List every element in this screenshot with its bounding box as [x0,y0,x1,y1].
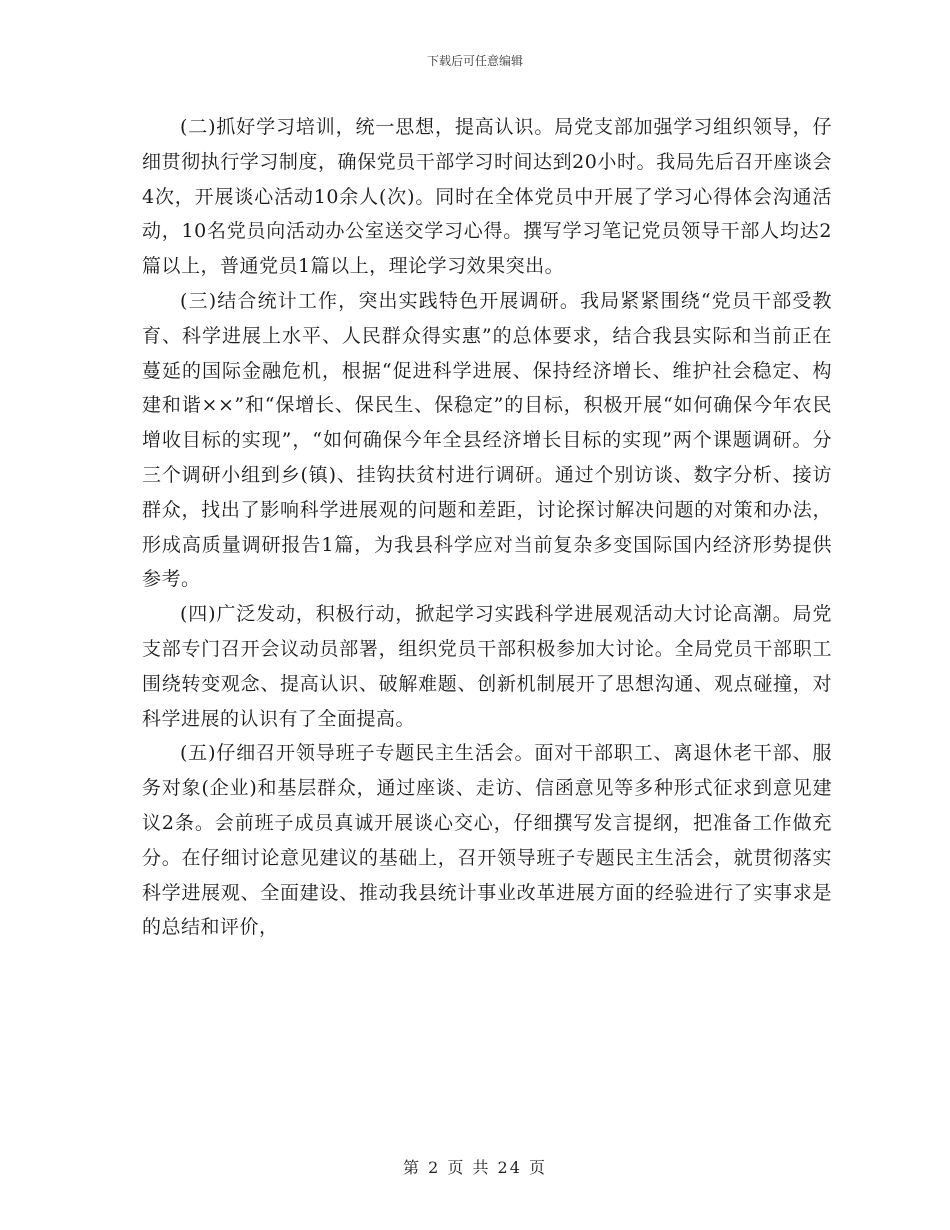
paragraph-study-training: (二)抓好学习培训，统一思想，提高认识。局党支部加强学习组织领导，仔细贯彻执行学习制度，确保党员干部学习时间达到20小时。我局先后召开座谈会4次，开展谈心活动10余人(次)。同时在全体党员中开展了学习心得体会沟通活动，10名党员向活动办公室送交学习心得。撰写学习笔记党员领导干部人均达2篇以上，普通党员1篇以上，理论学习效果突出。 [142,116,832,278]
page-number: 第 2 页 共 24 页 [403,1158,547,1177]
document-body [142,110,832,945]
paragraph-research: (三)结合统计工作，突出实践特色开展调研。我局紧紧围绕“党员干部受教育、科学进展上水平、人民群众得实惠”的总体要求，结合我县实际和当前正在蔓延的国际金融危机，根据“促进科学进展、保持经济增长、维护社会稳定、构建和谐××”和“保增长、保民生、保稳定”的目标，积极开展“如何确保今年农民增收目标的实现”，“如何确保今年全县经济增长目标的实现”两个课题调研。分三个调研小组到乡(镇)、挂钩扶贫村进行调研。通过个别访谈、数字分析、接访群众，找出了影响科学进展观的问题和差距，讨论探讨解决问题的对策和办法，形成高质量调研报告1篇，为我县科学应对当前复杂多变国际国内经济形势提供参考。 [142,289,832,591]
paragraph-democratic-life: (五)仔细召开领导班子专题民主生活会。面对干部职工、离退休老干部、服务对象(企业)和基层群众，通过座谈、走访、信函意见等多种形式征求到意见建议2条。会前班子成员真诚开展谈心交心，仔细撰写发言提纲，把准备工作做充分。在仔细讨论意见建议的基础上，召开领导班子专题民主生活会，就贯彻落实科学进展观、全面建设、推动我县统计事业改革进展方面的经验进行了实事求是的总结和评价， [142,742,832,939]
header-note: 下载后可任意编辑 [426,54,523,68]
paragraph-discussion: (四)广泛发动，积极行动，掀起学习实践科学进展观活动大讨论高潮。局党支部专门召开会议动员部署，组织党员干部积极参加大讨论。全局党员干部职工围绕转变观念、提高认识、破解难题、创新机制展开了思想沟通、观点碰撞，对科学进展的认识有了全面提高。 [142,603,832,730]
